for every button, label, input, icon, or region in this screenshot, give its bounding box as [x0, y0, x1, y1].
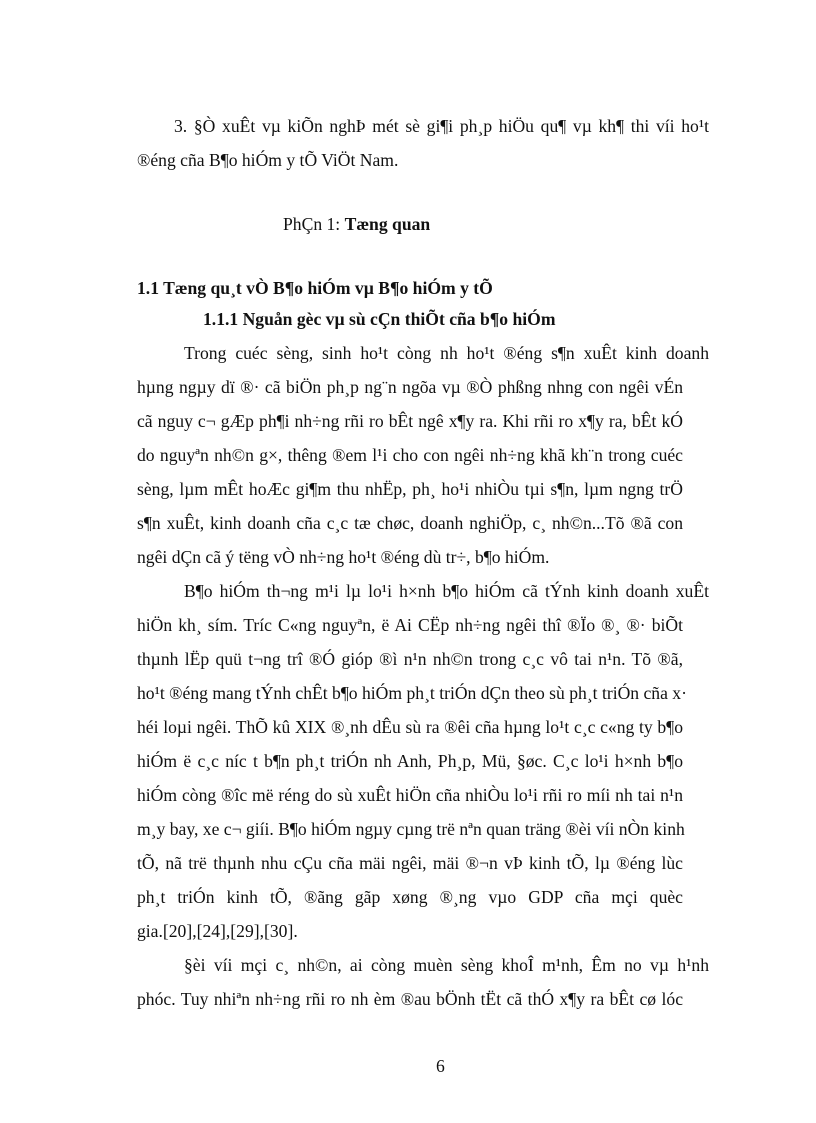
paragraph-line: Trong cuéc sèng, sinh ho¹t còng nh ho¹t ®éng s¶n xuÊt kinh doanh — [184, 343, 709, 363]
page-number: 6 — [436, 1056, 445, 1076]
paragraph-line: B¶o hiÓm th¬ng m¹i lµ lo¹i h×nh b¶o hiÓm cã tÝnh kinh doanh xuÊt — [184, 581, 709, 601]
paragraph-line: ho¹t ®éng mang tÝnh chÊt b¶o hiÓm ph¸t triÓn dÇn theo sù ph¸t triÓn cña x· — [137, 683, 687, 703]
part-prefix: PhÇn 1: — [283, 214, 345, 234]
paragraph-line: héi loµi ngêi. ThÕ kû XIX ®¸nh dÊu sù ra ®êi cña hµng lo¹t c¸c c«ng ty b¶o — [137, 717, 683, 737]
part-title — [283, 212, 430, 236]
paragraph-line: ph¸t triÓn kinh tÕ, ®ãng gãp xøng ®¸ng vµo GDP cña mçi quèc — [137, 887, 683, 907]
paragraph-line: sèng, lµm mÊt hoÆc gi¶m thu nhËp, ph¸ ho¹i nhiÒu tµi s¶n, lµm ngng trÖ — [137, 479, 683, 499]
paragraph-line: s¶n xuÊt, kinh doanh cña c¸c tæ chøc, doanh nghiÖp, c¸ nh©n...Tõ ®ã con — [137, 513, 683, 533]
paragraph-line: cã nguy c¬ gÆp ph¶i nh÷ng rñi ro bÊt ngê x¶y ra. Khi rñi ro x¶y ra, bÊt kÓ — [137, 411, 683, 431]
paragraph-line: ngêi dÇn cã ý tëng vÒ nh÷ng ho¹t ®éng dù tr÷, b¶o hiÓm. — [137, 547, 550, 567]
section-heading: 1.1 Tæng qu¸t vÒ B¶o hiÓm vµ B¶o hiÓm y tÕ — [137, 278, 493, 298]
paragraph-line: gia.[20],[24],[29],[30]. — [137, 921, 298, 941]
paragraph-line: hµng ngµy dï ®· cã biÖn ph¸p ng¨n ngõa vµ ®Ò phßng nhng con ngêi vÉn — [137, 377, 683, 397]
paragraph-line: m¸y bay, xe c¬ giíi. B¶o hiÓm ngµy cµng trë nªn quan träng ®èi víi nÒn kinh — [137, 819, 685, 839]
paragraph-line: hiÓm còng ®îc më réng do sù xuÊt hiÖn cña nhiÒu lo¹i rñi ro míi nh tai n¹n — [137, 785, 683, 805]
paragraph-line: do nguyªn nh©n g×, thêng ®em l¹i cho con ngêi nh÷ng khã kh¨n trong cuéc — [137, 445, 683, 465]
subsection-heading: 1.1.1 Nguån gèc vµ sù cÇn thiÕt cña b¶o hiÓm — [203, 309, 556, 329]
intro-line-2: ®éng cña B¶o hiÓm y tÕ ViÖt Nam. — [137, 150, 399, 170]
paragraph-line: phóc. Tuy nhiªn nh÷ng rñi ro nh èm ®au bÖnh tËt cã thÓ x¶y ra bÊt cø lóc — [137, 989, 683, 1009]
intro-line-1: 3. §Ò xuÊt vµ kiÕn nghÞ mét sè gi¶i ph¸p hiÖu qu¶ vµ kh¶ thi víi ho¹t — [174, 116, 709, 136]
paragraph-line: §èi víi mçi c¸ nh©n, ai còng muèn sèng khoÎ m¹nh, Êm no vµ h¹nh — [184, 955, 709, 975]
paragraph-line: thµnh lËp quü t¬ng trî ®Ó gióp ®ì n¹n nh©n trong c¸c vô tai n¹n. Tõ ®ã, — [137, 649, 683, 669]
paragraph-line: hiÓm ë c¸c níc t b¶n ph¸t triÓn nh Anh, Ph¸p, Mü, §øc. C¸c lo¹i h×nh b¶o — [137, 751, 683, 771]
part-title-text: Tæng quan — [344, 214, 431, 234]
paragraph-line: tÕ, nã trë thµnh nhu cÇu cña mäi ngêi, mäi ®¬n vÞ kinh tÕ, lµ ®éng lùc — [137, 853, 683, 873]
paragraph-line: hiÖn kh¸ sím. Tríc C«ng nguyªn, ë Ai CËp nh÷ng ngêi thî ®Ïo ®¸ ®· biÕt — [137, 615, 683, 635]
